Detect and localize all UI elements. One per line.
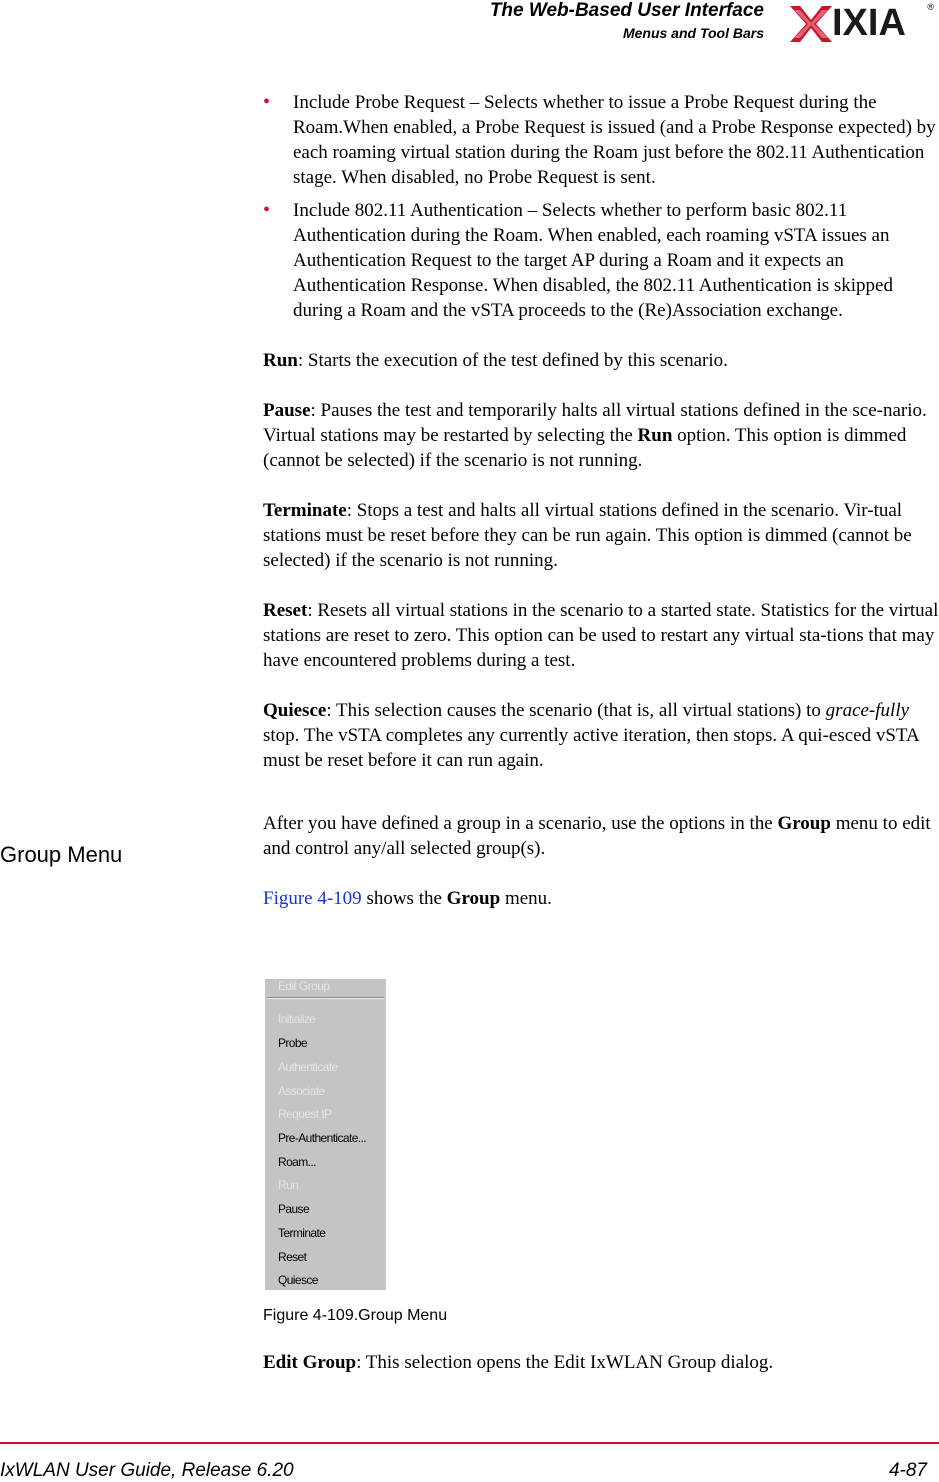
figure-ref-text-2: menu. xyxy=(500,888,552,909)
menu-item-edit-group[interactable]: Edit Group xyxy=(278,979,330,993)
inline-gracefully-italic: grace-fully xyxy=(825,700,910,721)
inline-group-bold: Group xyxy=(777,813,831,834)
menu-item-roam[interactable]: Roam... xyxy=(278,1155,316,1169)
logo-x-mark-icon xyxy=(788,2,834,46)
menu-item-pre-authenticate[interactable]: Pre-Authenticate... xyxy=(278,1131,366,1145)
figure-caption: Figure 4-109.Group Menu xyxy=(263,1307,448,1324)
term-quiesce: Quiesce xyxy=(263,700,327,721)
para-edit-group-text: : This selection opens the Edit IxWLAN Group dialog. xyxy=(356,1352,774,1373)
menu-item-request-ip[interactable]: Request IP xyxy=(278,1107,332,1121)
para-quiesce xyxy=(263,698,939,773)
menu-item-terminate[interactable]: Terminate xyxy=(278,1226,326,1240)
inline-run-bold: Run xyxy=(637,425,673,446)
menu-item-pause[interactable]: Pause xyxy=(278,1202,310,1216)
bullet-marker: • xyxy=(263,199,271,221)
bullet-text: Include Probe Request – Selects whether to issue a Probe Request during the Roam.When enabled, a Probe Request is issued (and a Probe Response expected) by each roaming virtual station during the Roam just before the 802.11 Authentication stage. When disabled, no Probe Request is sent. xyxy=(293,92,936,188)
para-edit-group xyxy=(263,1350,773,1375)
para-reset-text: : Resets all virtual stations in the scenario to a started state. Statistics for the virtual stations are reset to zero. This option can be used to restart any virtual sta-tions that may have encountered problems during a test. xyxy=(263,600,939,671)
bullet-include-authentication xyxy=(263,198,939,323)
para-group-intro xyxy=(263,811,939,861)
section-heading-group-menu: Group Menu xyxy=(0,842,123,867)
bullet-marker: • xyxy=(263,91,271,113)
menu-item-initialize[interactable]: Initialize xyxy=(278,1012,316,1026)
para-run-text: : Starts the execution of the test defined by this scenario. xyxy=(297,350,728,371)
para-run xyxy=(263,348,939,373)
ixia-logo xyxy=(788,2,936,46)
running-header-subtitle: Menus and Tool Bars xyxy=(622,25,764,41)
logo-registered-mark: ® xyxy=(927,2,934,12)
term-edit-group: Edit Group xyxy=(263,1352,357,1373)
para-quiesce-text-1: : This selection causes the scenario (that is, all virtual stations) to xyxy=(326,700,826,721)
para-reset xyxy=(263,598,939,673)
para-terminate xyxy=(263,498,939,573)
para-figure-reference xyxy=(263,886,939,911)
para-terminate-text: : Stops a test and halts all virtual stations defined in the scenario. Vir-tual stations must be reset before they can be run again. This option is dimmed (cannot be selected) if the scenario is not running. xyxy=(263,500,912,571)
footer-guide-title: IxWLAN User Guide, Release 6.20 xyxy=(0,1460,294,1481)
inline-group-bold-2: Group xyxy=(446,888,501,909)
term-run: Run xyxy=(263,350,298,371)
footer-page-number: 4-87 xyxy=(888,1460,927,1481)
group-intro-text-2: menu to edit and control any/all selected group(s). xyxy=(263,813,931,859)
main-content xyxy=(263,90,939,911)
group-menu xyxy=(265,979,386,1290)
menu-item-probe[interactable]: Probe xyxy=(278,1036,308,1050)
logo-wordmark: IXIA xyxy=(832,2,906,44)
term-pause: Pause xyxy=(263,400,311,421)
group-intro-text-1: After you have defined a group in a scenario, use the options in the xyxy=(263,813,778,834)
para-pause-text-1: : Pauses the test and temporarily halts all virtual stations defined in the sce-nario. Virtual stations may be restarted by selecting the xyxy=(263,400,927,446)
figure-ref-text-1: shows the xyxy=(361,888,447,909)
bullet-text: Include 802.11 Authentication – Selects whether to perform basic 802.11 Authentication during the Roam. When enabled, each roaming vSTA issues an Authentication Request to the target AP during a Roam and it expects an Authentication Response. When disabled, the 802.11 Authentication is skipped during a Roam and the vSTA proceeds to the (Re)Association exchange. xyxy=(293,200,893,321)
para-pause-text-2: option. This option is dimmed (cannot be selected) if the scenario is not running. xyxy=(263,425,907,471)
term-reset: Reset xyxy=(263,600,308,621)
menu-item-run[interactable]: Run xyxy=(278,1178,299,1192)
running-header-title: The Web-Based User Interface xyxy=(489,0,764,21)
bullet-include-probe-request xyxy=(263,90,939,190)
para-pause xyxy=(263,398,939,473)
term-terminate: Terminate xyxy=(263,500,347,521)
menu-item-quiesce[interactable]: Quiesce xyxy=(278,1273,318,1287)
footer-rule xyxy=(0,1442,939,1444)
menu-separator xyxy=(267,997,384,999)
para-quiesce-text-2: stop. The vSTA completes any currently active iteration, then stops. A qui-esced vSTA must be reset before it can run again. xyxy=(263,725,919,771)
menu-item-reset[interactable]: Reset xyxy=(278,1250,307,1264)
menu-item-authenticate[interactable]: Authenticate xyxy=(278,1060,338,1074)
figure-4-109-link[interactable]: Figure 4-109 xyxy=(263,888,362,909)
menu-item-associate[interactable]: Associate xyxy=(278,1084,325,1098)
